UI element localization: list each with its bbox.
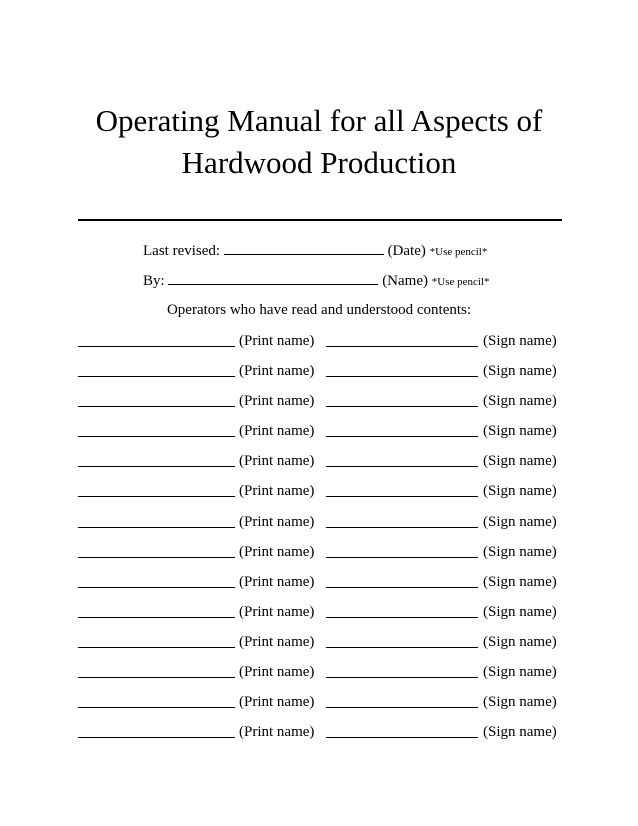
name-label: (Name) [382, 273, 428, 289]
sign-name-label: (Sign name) [483, 423, 557, 440]
name-blank-line[interactable] [168, 270, 378, 285]
print-name-line[interactable] [78, 421, 235, 437]
sign-name-label: (Sign name) [483, 333, 557, 349]
signature-row [78, 421, 562, 451]
print-name-label: (Print name) [239, 363, 315, 380]
signature-row [78, 692, 562, 722]
sign-name-label: (Sign name) [483, 664, 557, 681]
print-name-line[interactable] [78, 361, 235, 377]
sign-name-line[interactable] [326, 662, 478, 678]
print-name-label: (Print name) [239, 633, 315, 650]
last-revised-label: Last revised: [143, 243, 221, 259]
revised-by-row [143, 270, 489, 292]
print-name-label: (Print name) [239, 573, 315, 590]
sign-name-label: (Sign name) [483, 483, 557, 500]
sign-name-label: (Sign name) [483, 694, 557, 711]
title-divider [78, 219, 562, 221]
sign-name-line[interactable] [326, 512, 478, 528]
print-name-label: (Print name) [239, 513, 315, 530]
signature-row [78, 451, 562, 481]
print-name-label: (Print name) [239, 603, 315, 620]
sign-name-label: (Sign name) [483, 393, 557, 410]
print-name-label: (Print name) [239, 724, 315, 741]
sign-name-line[interactable] [326, 451, 478, 467]
sign-name-label: (Sign name) [483, 363, 557, 380]
print-name-line[interactable] [78, 692, 235, 708]
print-name-label: (Print name) [239, 393, 315, 410]
print-name-line[interactable] [78, 512, 235, 528]
print-name-line[interactable] [78, 572, 235, 588]
sign-name-line[interactable] [326, 331, 478, 347]
print-name-line[interactable] [78, 602, 235, 618]
print-name-label: (Print name) [239, 694, 315, 711]
signature-row [78, 632, 562, 662]
signature-row [78, 361, 562, 391]
date-blank-line[interactable] [224, 240, 384, 255]
date-label: (Date) [387, 243, 426, 259]
print-name-label: (Print name) [239, 483, 315, 500]
signature-row [78, 662, 562, 692]
print-name-line[interactable] [78, 632, 235, 648]
by-label: By: [143, 273, 165, 289]
title-line-1: Operating Manual for all Aspects of [95, 103, 543, 138]
name-pencil-note: *Use pencil* [431, 276, 490, 288]
sign-name-line[interactable] [326, 481, 478, 497]
signature-row [78, 481, 562, 511]
sign-name-label: (Sign name) [483, 543, 557, 560]
sign-name-label: (Sign name) [483, 603, 557, 620]
print-name-line[interactable] [78, 391, 235, 407]
sign-name-label: (Sign name) [483, 724, 557, 741]
signature-row [78, 331, 562, 361]
sign-name-line[interactable] [326, 692, 478, 708]
print-name-label: (Print name) [239, 423, 315, 440]
sign-name-line[interactable] [326, 361, 478, 377]
sign-name-line[interactable] [326, 391, 478, 407]
signature-row [78, 391, 562, 421]
signature-row [78, 602, 562, 632]
date-pencil-note: *Use pencil* [429, 246, 488, 258]
print-name-label: (Print name) [239, 333, 315, 349]
print-name-label: (Print name) [239, 453, 315, 470]
title-line-2: Hardwood Production [181, 145, 457, 180]
signature-row [78, 722, 562, 752]
print-name-line[interactable] [78, 542, 235, 558]
print-name-line[interactable] [78, 481, 235, 497]
sign-name-line[interactable] [326, 722, 478, 738]
signature-list [78, 331, 562, 752]
sign-name-label: (Sign name) [483, 573, 557, 590]
sign-name-label: (Sign name) [483, 453, 557, 470]
sign-name-line[interactable] [326, 602, 478, 618]
print-name-line[interactable] [78, 331, 235, 347]
sign-name-line[interactable] [326, 572, 478, 588]
sign-name-line[interactable] [326, 542, 478, 558]
print-name-line[interactable] [78, 662, 235, 678]
document-title [0, 100, 638, 184]
sign-name-line[interactable] [326, 421, 478, 437]
last-revised-row [143, 240, 487, 262]
signature-row [78, 512, 562, 542]
print-name-label: (Print name) [239, 543, 315, 560]
print-name-line[interactable] [78, 451, 235, 467]
sign-name-line[interactable] [326, 632, 478, 648]
print-name-line[interactable] [78, 722, 235, 738]
signature-row [78, 542, 562, 572]
operators-heading: Operators who have read and understood contents: [166, 302, 472, 318]
print-name-label: (Print name) [239, 664, 315, 681]
sign-name-label: (Sign name) [483, 633, 557, 650]
sign-name-label: (Sign name) [483, 513, 557, 530]
signature-row [78, 572, 562, 602]
